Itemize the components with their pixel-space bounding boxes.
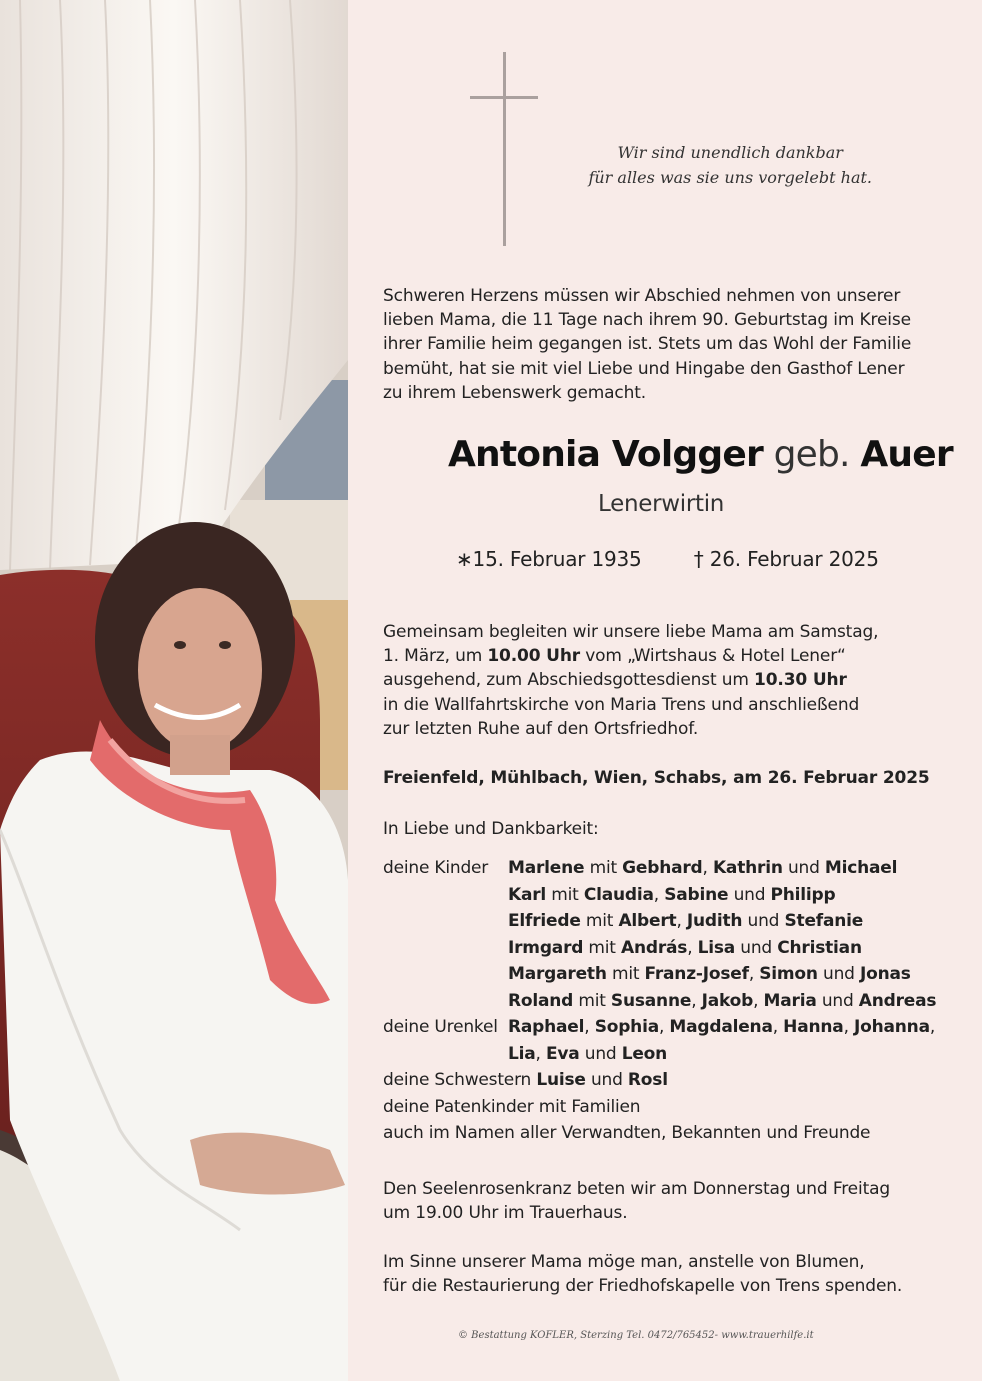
family-connector: , [702,858,713,878]
family-name: Johanna [853,1017,930,1037]
family-name: Hanna [783,1017,844,1037]
funeral-time-2: 10.30 Uhr [754,670,847,691]
intro-text [383,284,933,405]
family-members [508,964,911,984]
family-name: Lia [508,1043,536,1064]
funeral-line: in die Wallfahrtskirche von Maria Trens und anschließend [383,694,860,715]
family-name: Franz-Josef [644,964,749,984]
family-name: Gebhard [622,858,703,878]
intro-line: lieben Mama, die 11 Tage nach ihrem 90. Geburtstag im Kreise [383,310,911,331]
family-row [383,1070,668,1090]
family-connector: , [687,937,698,958]
family-name: Jakob [701,990,754,1011]
family-name: Eva [545,1043,580,1064]
family-name: Albert [618,911,677,931]
cross-icon-bar [470,96,538,99]
family-name: Christian [777,937,862,958]
family-connector: mit [606,964,645,984]
family-name: Stefanie [784,911,864,931]
family-name: Jonas [859,964,911,984]
funeral-text [383,620,933,741]
thanks-heading: In Liebe und Dankbarkeit: [383,819,599,839]
family-name: Simon [759,964,818,984]
family-name: Magdalena [669,1017,773,1037]
family-connector: , [535,1043,546,1064]
funeral-line [383,644,933,668]
family-name: Irmgard [508,937,584,958]
family-name: Lisa [697,937,736,958]
rosary-text [383,1177,933,1225]
family-members [508,858,897,878]
portrait-photo [0,0,348,1381]
flowers-line: Im Sinne unserer Mama möge man, anstelle von Blumen, [383,1252,865,1272]
family-members [508,885,836,905]
family-name: Luise [536,1070,586,1090]
family-members [508,1044,667,1064]
family-connector: , [676,911,687,931]
family-name: Sophia [594,1017,659,1037]
deceased-first-name: Antonia Volgger [448,434,763,475]
funeral-text-part: vom „Wirtshaus & Hotel Lener“ [580,646,846,667]
funeral-text-part: 1. März, um [383,646,488,667]
footer-credit: © Bestattung KOFLER, Sterzing Tel. 0472/765452- www.trauerhilfe.it [458,1330,814,1341]
flowers-text [383,1250,933,1298]
family-connector: mit [580,911,619,931]
family-connector: , [772,1017,784,1037]
maiden-name: Auer [860,434,953,475]
family-name: Michael [824,858,898,878]
family-name: Raphael [508,1017,585,1037]
family-name: Rosl [627,1070,668,1090]
cross-icon [503,52,506,246]
funeral-time-1: 10.00 Uhr [487,646,581,667]
family-members [508,991,936,1011]
family-members [508,1017,935,1037]
family-members [508,911,863,931]
intro-line: ihrer Familie heim gegangen ist. Stets um das Wohl der Familie [383,334,912,355]
family-name: Marlene [508,858,585,878]
family-connector: und [735,937,778,958]
family-connector: , [753,990,764,1011]
rosary-line: Den Seelenrosenkranz beten wir am Donnerstag und Freitag [383,1179,890,1199]
family-name: Margareth [508,964,607,984]
deceased-name [448,433,953,477]
family-group-label: deine Urenkel [383,1017,498,1037]
family-group-label: deine Kinder [383,858,489,878]
family-connector: mit [573,990,611,1011]
family-connector: , [929,1017,936,1037]
family-name: Claudia [583,884,654,905]
quote-line: für alles was sie uns vorgelebt hat. [588,168,872,187]
family-name: Sabine [664,884,729,905]
obituary-notice [348,0,982,1381]
funeral-text-part: ausgehend, zum Abschiedsgottesdienst um [383,670,755,691]
portrait-illustration [0,0,348,1381]
funeral-line: zur letzten Ruhe auf den Ortsfriedhof. [383,718,699,739]
rosary-line: um 19.00 Uhr im Trauerhaus. [383,1203,628,1224]
family-connector: und [742,911,785,931]
family-connector: und [816,990,859,1011]
family-name: Elfriede [508,911,581,931]
family-name: Kathrin [712,858,783,878]
intro-line: bemüht, hat sie mit viel Liebe und Hingabe den Gasthof Lener [383,358,905,379]
born-as-label: geb. [773,434,850,475]
quote [588,140,872,190]
place-date: Freienfeld, Mühlbach, Wien, Schabs, am 26. Februar 2025 [383,768,930,788]
intro-line: Schweren Herzens müssen wir Abschied nehmen von unserer [383,286,901,306]
intro-line: zu ihrem Lebenswerk gemacht. [383,382,646,403]
family-name: Philipp [770,884,836,905]
flowers-line: für die Restaurierung der Friedhofskapelle von Trens spenden. [383,1276,903,1297]
birth-date: ∗15. Februar 1935 [456,547,642,571]
family-name: Maria [763,990,817,1011]
family-connector: und [782,858,825,878]
deceased-title: Lenerwirtin [598,491,725,517]
funeral-line [383,668,933,692]
life-dates [456,547,879,571]
family-connector: mit [546,884,584,905]
family-text: auch im Namen aller Verwandten, Bekannten und Freunde [383,1123,871,1143]
family-row [383,1097,640,1117]
quote-line: Wir sind unendlich dankbar [617,143,843,162]
family-connector: , [658,1017,670,1037]
family-connector: , [843,1017,854,1037]
family-text: deine Patenkinder mit Familien [383,1096,641,1117]
family-name: Roland [508,990,574,1011]
family-connector: , [584,1017,595,1037]
family-connector: und [579,1043,622,1064]
family-name: Judith [686,911,743,931]
family-name: András [620,937,688,958]
family-connector: und [728,884,771,905]
family-name: Susanne [610,990,692,1011]
family-name: Leon [621,1043,668,1064]
family-name: Andreas [858,990,937,1011]
family-connector: und [585,1070,628,1090]
family-name: Karl [508,884,547,905]
family-connector: , [691,990,702,1011]
family-connector: mit [584,858,623,878]
family-connector: mit [583,937,621,958]
family-connector: , [653,884,665,905]
family-group-label: deine Schwestern [383,1070,537,1090]
family-members [508,938,862,958]
funeral-line: Gemeinsam begleiten wir unsere liebe Mama am Samstag, [383,622,879,642]
family-connector: und [817,964,860,984]
family-connector: , [748,964,760,984]
death-date: † 26. Februar 2025 [693,547,879,571]
family-row [383,1123,870,1143]
